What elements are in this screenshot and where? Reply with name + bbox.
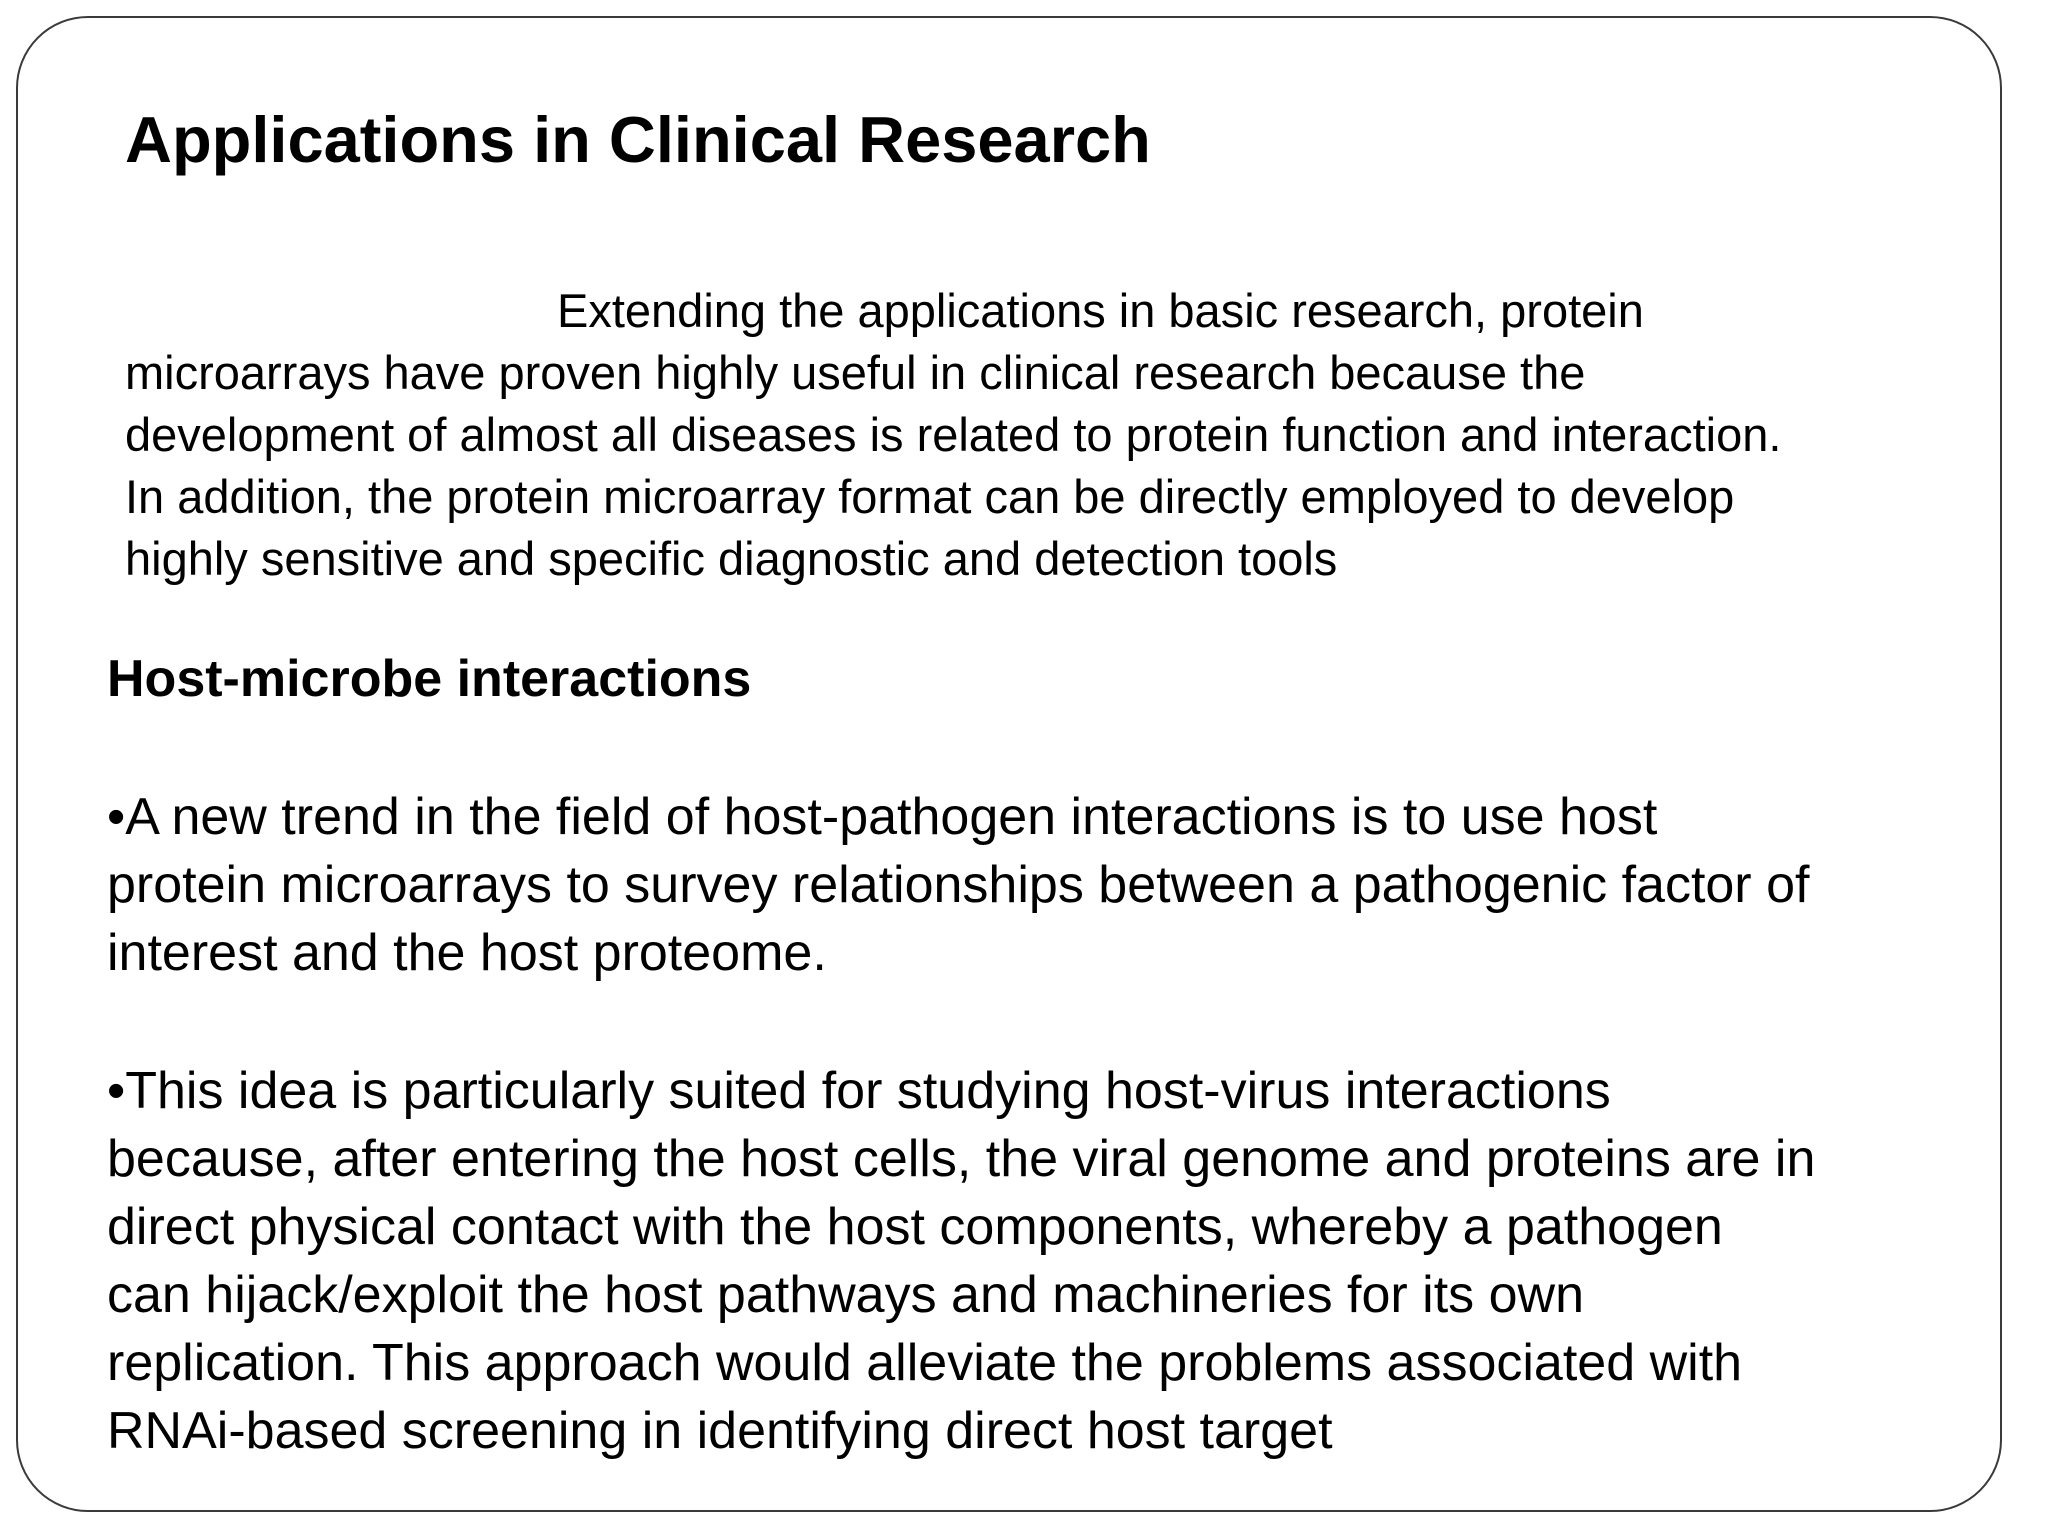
- bullet-item: [107, 783, 2007, 987]
- bullet-line: •This idea is particularly suited for studying host-virus interactions: [107, 1062, 1611, 1120]
- intro-line: Extending the applications in basic research, protein: [557, 284, 1644, 337]
- bullet-line: replication. This approach would alleviate the problems associated with: [107, 1334, 1743, 1392]
- bullet-item: [107, 1057, 2007, 1465]
- bullet-line: can hijack/exploit the host pathways and machineries for its own: [107, 1266, 1584, 1324]
- intro-line: microarrays have proven highly useful in clinical research because the: [125, 346, 1586, 399]
- intro-line: In addition, the protein microarray format can be directly employed to develop: [125, 470, 1735, 523]
- bullet-line: •A new trend in the field of host-pathogen interactions is to use host: [107, 788, 1658, 846]
- slide-frame: [16, 16, 2002, 1512]
- bullet-line: protein microarrays to survey relationships between a pathogenic factor of: [107, 856, 1810, 914]
- intro-line: development of almost all diseases is related to protein function and interaction.: [125, 408, 1782, 461]
- slide-title: Applications in Clinical Research: [125, 103, 1151, 176]
- intro-line: highly sensitive and specific diagnostic and detection tools: [125, 532, 1338, 585]
- bullet-line: because, after entering the host cells, the viral genome and proteins are in: [107, 1130, 1816, 1188]
- section-heading: Host-microbe interactions: [107, 650, 752, 708]
- intro-paragraph: [125, 280, 2005, 590]
- bullet-line: RNAi-based screening in identifying direct host target: [107, 1402, 1333, 1460]
- bullet-line: direct physical contact with the host components, whereby a pathogen: [107, 1198, 1723, 1256]
- bullet-line: interest and the host proteome.: [107, 924, 827, 982]
